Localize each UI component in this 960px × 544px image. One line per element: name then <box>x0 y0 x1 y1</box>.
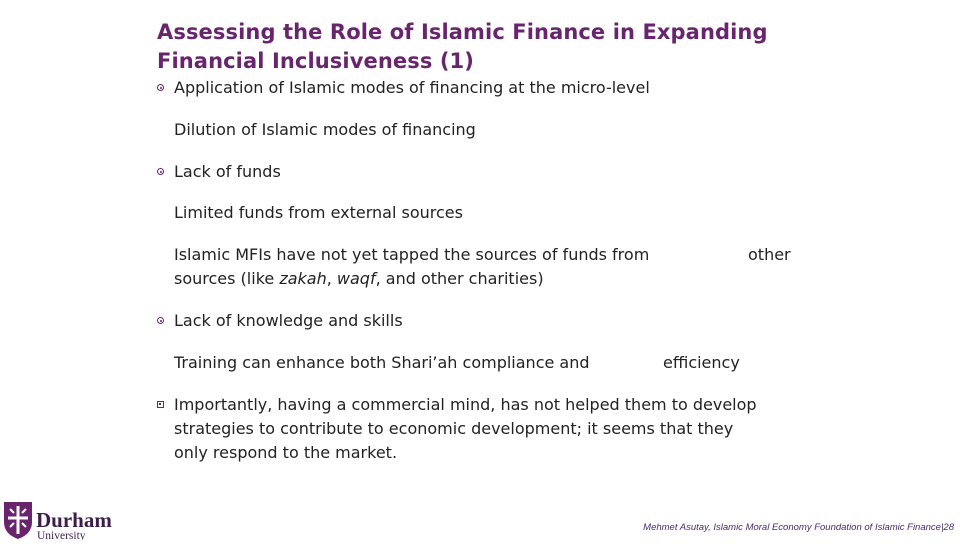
durham-university-logo <box>2 500 122 540</box>
bullet-text-line2: strategies to contribute to economic development; it seems that they <box>174 419 734 438</box>
citation-text: Mehmet Asutay, Islamic Moral Economy Foundation of Islamic Finance <box>643 522 941 533</box>
text-segment: sources (like <box>174 269 280 288</box>
italic-term: zakah <box>279 269 327 288</box>
italic-term: waqf <box>336 269 376 288</box>
slide-title: Assessing the Role of Islamic Finance in Expanding Financial Inclusiveness (1) <box>157 20 768 73</box>
sub-point-text-line2 <box>174 267 544 291</box>
footer-separator: | <box>940 522 944 533</box>
sub-point-text: Training can enhance both Shari’ah compliance and <box>174 353 590 372</box>
bullet-text: Lack of knowledge and skills <box>174 311 403 330</box>
bullet-circle-icon <box>157 84 164 91</box>
sub-point-text: Dilution of Islamic modes of financing <box>174 120 476 139</box>
bullet-circle-icon <box>157 168 164 175</box>
durham-crest-icon <box>2 500 122 540</box>
sub-point-text: Limited funds from external sources <box>174 203 463 222</box>
logo-word-durham: Durham <box>36 508 112 532</box>
bullet-text: Importantly, having a commercial mind, has not helped them to develop <box>174 395 757 414</box>
footer-citation <box>643 522 954 533</box>
sub-point-text: Islamic MFIs have not yet tapped the sources of funds from <box>174 245 650 264</box>
sub-point-text-continued: other <box>748 245 791 264</box>
bullet-text-line3: only respond to the market. <box>174 443 398 462</box>
bullet-text: Application of Islamic modes of financing at the micro-level <box>174 78 650 97</box>
bullet-square-icon <box>157 401 164 408</box>
text-segment: , and other charities) <box>375 269 544 288</box>
logo-word-university: University <box>37 530 86 540</box>
bullet-text: Lack of funds <box>174 162 281 181</box>
text-segment: , <box>326 269 337 288</box>
bullet-circle-icon <box>157 317 164 324</box>
sub-point-text-continued: efficiency <box>663 353 740 372</box>
page-number: 28 <box>943 522 954 533</box>
